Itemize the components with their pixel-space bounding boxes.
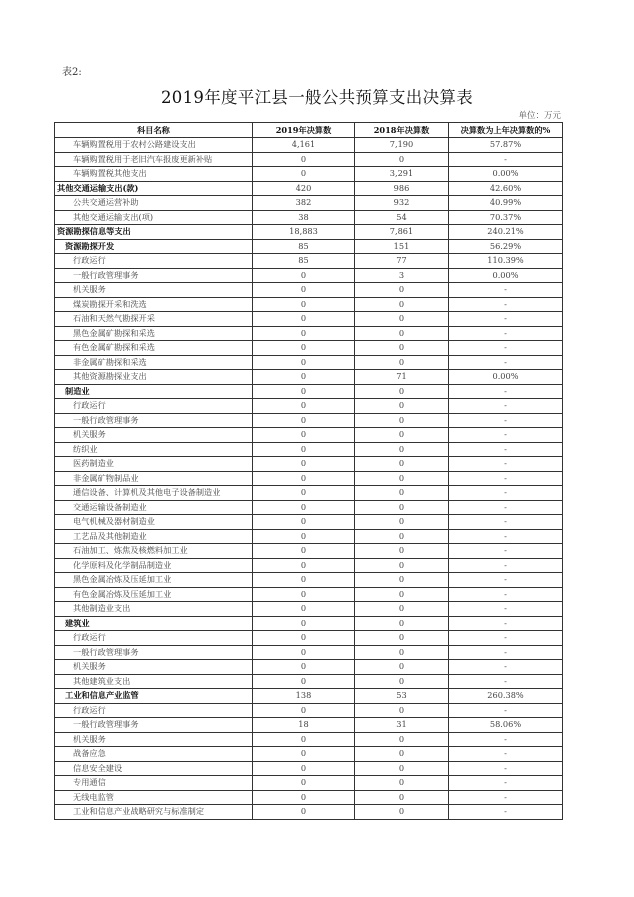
row-value-ratio: - — [449, 341, 563, 356]
row-value-2018: 151 — [355, 239, 449, 254]
row-subject-name: 非金属矿勘探和采选 — [55, 355, 253, 370]
row-value-2018: 0 — [355, 399, 449, 414]
row-value-ratio: - — [449, 616, 563, 631]
row-value-ratio: - — [449, 355, 563, 370]
row-subject-name: 医药制造业 — [55, 457, 253, 472]
row-value-ratio: - — [449, 283, 563, 298]
row-value-2019: 0 — [253, 674, 355, 689]
row-subject-name: 行政运行 — [55, 399, 253, 414]
row-value-2018: 0 — [355, 776, 449, 791]
row-value-ratio: 57.87% — [449, 138, 563, 153]
row-value-2018: 0 — [355, 326, 449, 341]
row-value-ratio: 42.60% — [449, 181, 563, 196]
row-value-2019: 0 — [253, 732, 355, 747]
row-value-2019: 0 — [253, 384, 355, 399]
table-row — [55, 297, 563, 312]
row-value-2019: 0 — [253, 355, 355, 370]
table-row — [55, 384, 563, 399]
table-row — [55, 486, 563, 501]
row-value-2019: 0 — [253, 283, 355, 298]
row-value-2018: 0 — [355, 790, 449, 805]
row-value-ratio: 110.39% — [449, 254, 563, 269]
row-value-ratio: - — [449, 602, 563, 617]
row-subject-name: 战备应急 — [55, 747, 253, 762]
table-row — [55, 138, 563, 153]
row-subject-name: 资源勘探信息等支出 — [55, 225, 253, 240]
header-row — [55, 123, 563, 138]
row-subject-name: 其他制造业支出 — [55, 602, 253, 617]
table-row — [55, 761, 563, 776]
row-value-2019: 0 — [253, 428, 355, 443]
table-row — [55, 471, 563, 486]
table-row — [55, 326, 563, 341]
row-subject-name: 车辆购置税用于农村公路建设支出 — [55, 138, 253, 153]
row-value-2018: 0 — [355, 573, 449, 588]
row-value-ratio: - — [449, 486, 563, 501]
row-subject-name: 无线电监管 — [55, 790, 253, 805]
row-value-2018: 0 — [355, 645, 449, 660]
row-value-2018: 0 — [355, 500, 449, 515]
table-row — [55, 167, 563, 182]
row-value-2018: 0 — [355, 732, 449, 747]
table-row — [55, 645, 563, 660]
row-value-ratio: - — [449, 384, 563, 399]
row-subject-name: 机关服务 — [55, 732, 253, 747]
row-subject-name: 化学原料及化学制品制造业 — [55, 558, 253, 573]
row-value-2019: 0 — [253, 152, 355, 167]
row-value-2019: 0 — [253, 370, 355, 385]
row-value-2018: 0 — [355, 384, 449, 399]
page-title: 2019年度平江县一般公共预算支出决算表 — [161, 88, 473, 107]
row-subject-name: 工业和信息产业战略研究与标准制定 — [55, 805, 253, 820]
row-value-2018: 3 — [355, 268, 449, 283]
row-value-2019: 0 — [253, 776, 355, 791]
row-value-2018: 71 — [355, 370, 449, 385]
row-value-2018: 0 — [355, 631, 449, 646]
row-value-2019: 0 — [253, 399, 355, 414]
row-value-ratio: 70.37% — [449, 210, 563, 225]
row-value-2018: 0 — [355, 486, 449, 501]
row-value-2019: 0 — [253, 703, 355, 718]
row-subject-name: 纺织业 — [55, 442, 253, 457]
row-value-2019: 0 — [253, 747, 355, 762]
row-value-2019: 0 — [253, 544, 355, 559]
row-subject-name: 一般行政管理事务 — [55, 268, 253, 283]
row-subject-name: 工艺品及其他制造业 — [55, 529, 253, 544]
row-subject-name: 资源勘探开发 — [55, 239, 253, 254]
row-value-ratio: - — [449, 776, 563, 791]
row-value-ratio: - — [449, 297, 563, 312]
table-row — [55, 616, 563, 631]
row-subject-name: 信息安全建设 — [55, 761, 253, 776]
row-value-ratio: 0.00% — [449, 268, 563, 283]
row-subject-name: 车辆购置税其他支出 — [55, 167, 253, 182]
row-value-2018: 0 — [355, 515, 449, 530]
row-value-2018: 0 — [355, 457, 449, 472]
row-subject-name: 一般行政管理事务 — [55, 718, 253, 733]
row-value-2018: 54 — [355, 210, 449, 225]
row-value-2018: 0 — [355, 428, 449, 443]
table-row — [55, 732, 563, 747]
row-value-2018: 0 — [355, 761, 449, 776]
row-value-ratio: - — [449, 471, 563, 486]
row-value-2019: 138 — [253, 689, 355, 704]
table-row — [55, 210, 563, 225]
table-row — [55, 515, 563, 530]
row-value-2018: 53 — [355, 689, 449, 704]
row-value-ratio: - — [449, 747, 563, 762]
row-subject-name: 行政运行 — [55, 631, 253, 646]
row-subject-name: 车辆购置税用于老旧汽车报废更新补贴 — [55, 152, 253, 167]
row-value-2019: 4,161 — [253, 138, 355, 153]
table-row — [55, 747, 563, 762]
row-value-2018: 7,861 — [355, 225, 449, 240]
row-value-2018: 7,190 — [355, 138, 449, 153]
row-value-2019: 0 — [253, 167, 355, 182]
table-row — [55, 442, 563, 457]
row-value-2018: 0 — [355, 558, 449, 573]
row-value-2018: 0 — [355, 747, 449, 762]
row-value-2019: 0 — [253, 631, 355, 646]
row-value-ratio: - — [449, 587, 563, 602]
table-row — [55, 254, 563, 269]
row-value-2018: 0 — [355, 529, 449, 544]
row-value-2019: 0 — [253, 500, 355, 515]
table-row — [55, 689, 563, 704]
row-value-ratio: - — [449, 761, 563, 776]
row-value-ratio: - — [449, 544, 563, 559]
row-subject-name: 制造业 — [55, 384, 253, 399]
row-value-2019: 0 — [253, 326, 355, 341]
row-value-ratio: - — [449, 457, 563, 472]
row-value-ratio: - — [449, 573, 563, 588]
row-value-ratio: - — [449, 515, 563, 530]
table-row — [55, 790, 563, 805]
table-row — [55, 500, 563, 515]
row-subject-name: 工业和信息产业监管 — [55, 689, 253, 704]
row-value-2019: 0 — [253, 457, 355, 472]
table-row — [55, 312, 563, 327]
row-value-2019: 0 — [253, 442, 355, 457]
row-value-ratio: 260.38% — [449, 689, 563, 704]
table-row — [55, 341, 563, 356]
row-value-2019: 0 — [253, 587, 355, 602]
row-subject-name: 公共交通运营补助 — [55, 196, 253, 211]
row-value-2019: 0 — [253, 761, 355, 776]
row-subject-name: 机关服务 — [55, 660, 253, 675]
table-row — [55, 660, 563, 675]
row-value-2019: 0 — [253, 297, 355, 312]
row-subject-name: 黑色金属矿勘探和采选 — [55, 326, 253, 341]
row-value-2019: 0 — [253, 515, 355, 530]
row-value-2019: 18,883 — [253, 225, 355, 240]
row-value-2018: 0 — [355, 805, 449, 820]
row-subject-name: 其他资源勘探业支出 — [55, 370, 253, 385]
table-row — [55, 805, 563, 820]
row-value-ratio: - — [449, 805, 563, 820]
row-subject-name: 石油和天然气勘探开采 — [55, 312, 253, 327]
row-value-ratio: - — [449, 529, 563, 544]
row-subject-name: 其他建筑业支出 — [55, 674, 253, 689]
row-value-2019: 0 — [253, 558, 355, 573]
table-row — [55, 718, 563, 733]
table-row — [55, 399, 563, 414]
row-value-ratio: - — [449, 442, 563, 457]
row-value-2018: 0 — [355, 587, 449, 602]
table-row — [55, 428, 563, 443]
budget-table — [54, 122, 563, 820]
row-subject-name: 有色金属矿勘探和采选 — [55, 341, 253, 356]
row-subject-name: 煤炭勘探开采和洗选 — [55, 297, 253, 312]
row-value-2019: 0 — [253, 616, 355, 631]
table-row — [55, 181, 563, 196]
row-value-2019: 0 — [253, 660, 355, 675]
row-subject-name: 其他交通运输支出(项) — [55, 210, 253, 225]
table-label: 表2: — [62, 67, 82, 78]
row-value-2018: 0 — [355, 442, 449, 457]
table-row — [55, 152, 563, 167]
row-value-ratio: - — [449, 399, 563, 414]
row-value-2019: 0 — [253, 529, 355, 544]
row-value-2018: 0 — [355, 312, 449, 327]
row-value-ratio: - — [449, 326, 563, 341]
row-value-2018: 0 — [355, 674, 449, 689]
row-value-2018: 0 — [355, 616, 449, 631]
row-value-2018: 932 — [355, 196, 449, 211]
row-value-2018: 0 — [355, 471, 449, 486]
row-value-2018: 0 — [355, 660, 449, 675]
unit-label: 单位：万元 — [518, 111, 561, 121]
table-body — [55, 138, 563, 820]
row-value-ratio: 0.00% — [449, 370, 563, 385]
row-value-ratio: 56.29% — [449, 239, 563, 254]
table-row — [55, 587, 563, 602]
row-value-2019: 0 — [253, 602, 355, 617]
row-value-2018: 0 — [355, 152, 449, 167]
row-subject-name: 通信设备、计算机及其他电子设备制造业 — [55, 486, 253, 501]
row-value-2018: 3,291 — [355, 167, 449, 182]
row-subject-name: 非金属矿物制品业 — [55, 471, 253, 486]
table-row — [55, 225, 563, 240]
row-value-ratio: - — [449, 413, 563, 428]
row-value-2018: 77 — [355, 254, 449, 269]
row-subject-name: 专用通信 — [55, 776, 253, 791]
row-subject-name: 石油加工、炼焦及核燃料加工业 — [55, 544, 253, 559]
row-value-2019: 85 — [253, 254, 355, 269]
table-row — [55, 631, 563, 646]
row-value-ratio: - — [449, 631, 563, 646]
row-subject-name: 行政运行 — [55, 254, 253, 269]
row-value-2018: 0 — [355, 703, 449, 718]
table-row — [55, 703, 563, 718]
column-header-2019: 2019年决算数 — [253, 123, 355, 138]
row-value-ratio: - — [449, 500, 563, 515]
table-row — [55, 355, 563, 370]
row-value-ratio: - — [449, 703, 563, 718]
table-row — [55, 268, 563, 283]
row-value-2018: 0 — [355, 283, 449, 298]
row-value-2019: 0 — [253, 805, 355, 820]
row-value-ratio: - — [449, 645, 563, 660]
row-value-2019: 18 — [253, 718, 355, 733]
row-value-2018: 0 — [355, 355, 449, 370]
row-subject-name: 一般行政管理事务 — [55, 645, 253, 660]
row-subject-name: 其他交通运输支出(款) — [55, 181, 253, 196]
row-value-2019: 0 — [253, 573, 355, 588]
row-value-2019: 420 — [253, 181, 355, 196]
row-value-ratio: 240.21% — [449, 225, 563, 240]
row-value-2018: 0 — [355, 297, 449, 312]
table-row — [55, 370, 563, 385]
row-value-2019: 382 — [253, 196, 355, 211]
table-row — [55, 529, 563, 544]
row-value-ratio: - — [449, 732, 563, 747]
row-subject-name: 电气机械及器材制造业 — [55, 515, 253, 530]
row-value-ratio: - — [449, 152, 563, 167]
row-value-ratio: 0.00% — [449, 167, 563, 182]
row-subject-name: 机关服务 — [55, 283, 253, 298]
row-value-ratio: - — [449, 428, 563, 443]
row-value-2019: 0 — [253, 471, 355, 486]
row-value-ratio: - — [449, 660, 563, 675]
row-subject-name: 有色金属冶炼及压延加工业 — [55, 587, 253, 602]
table-row — [55, 413, 563, 428]
row-value-ratio: - — [449, 674, 563, 689]
table-row — [55, 602, 563, 617]
row-value-2019: 0 — [253, 486, 355, 501]
table-row — [55, 457, 563, 472]
row-value-2019: 0 — [253, 312, 355, 327]
row-value-2019: 38 — [253, 210, 355, 225]
row-subject-name: 一般行政管理事务 — [55, 413, 253, 428]
row-value-2018: 0 — [355, 413, 449, 428]
table-row — [55, 573, 563, 588]
row-value-2018: 0 — [355, 341, 449, 356]
table-row — [55, 239, 563, 254]
row-value-ratio: - — [449, 790, 563, 805]
row-value-2018: 0 — [355, 602, 449, 617]
row-value-2019: 0 — [253, 413, 355, 428]
table-row — [55, 283, 563, 298]
row-value-2019: 0 — [253, 268, 355, 283]
row-subject-name: 机关服务 — [55, 428, 253, 443]
row-value-2018: 986 — [355, 181, 449, 196]
row-value-2019: 0 — [253, 790, 355, 805]
row-subject-name: 交通运输设备制造业 — [55, 500, 253, 515]
row-value-ratio: - — [449, 312, 563, 327]
table-row — [55, 196, 563, 211]
row-value-2019: 85 — [253, 239, 355, 254]
row-subject-name: 黑色金属冶炼及压延加工业 — [55, 573, 253, 588]
table-row — [55, 544, 563, 559]
row-value-2018: 0 — [355, 544, 449, 559]
row-subject-name: 行政运行 — [55, 703, 253, 718]
row-value-2019: 0 — [253, 341, 355, 356]
row-value-2018: 31 — [355, 718, 449, 733]
table-row — [55, 558, 563, 573]
row-subject-name: 建筑业 — [55, 616, 253, 631]
column-header-ratio: 决算数为上年决算数的% — [449, 123, 563, 138]
row-value-ratio: 40.99% — [449, 196, 563, 211]
column-header-subject: 科目名称 — [55, 123, 253, 138]
row-value-2019: 0 — [253, 645, 355, 660]
column-header-2018: 2018年决算数 — [355, 123, 449, 138]
row-value-ratio: 58.06% — [449, 718, 563, 733]
table-row — [55, 674, 563, 689]
table-row — [55, 776, 563, 791]
row-value-ratio: - — [449, 558, 563, 573]
